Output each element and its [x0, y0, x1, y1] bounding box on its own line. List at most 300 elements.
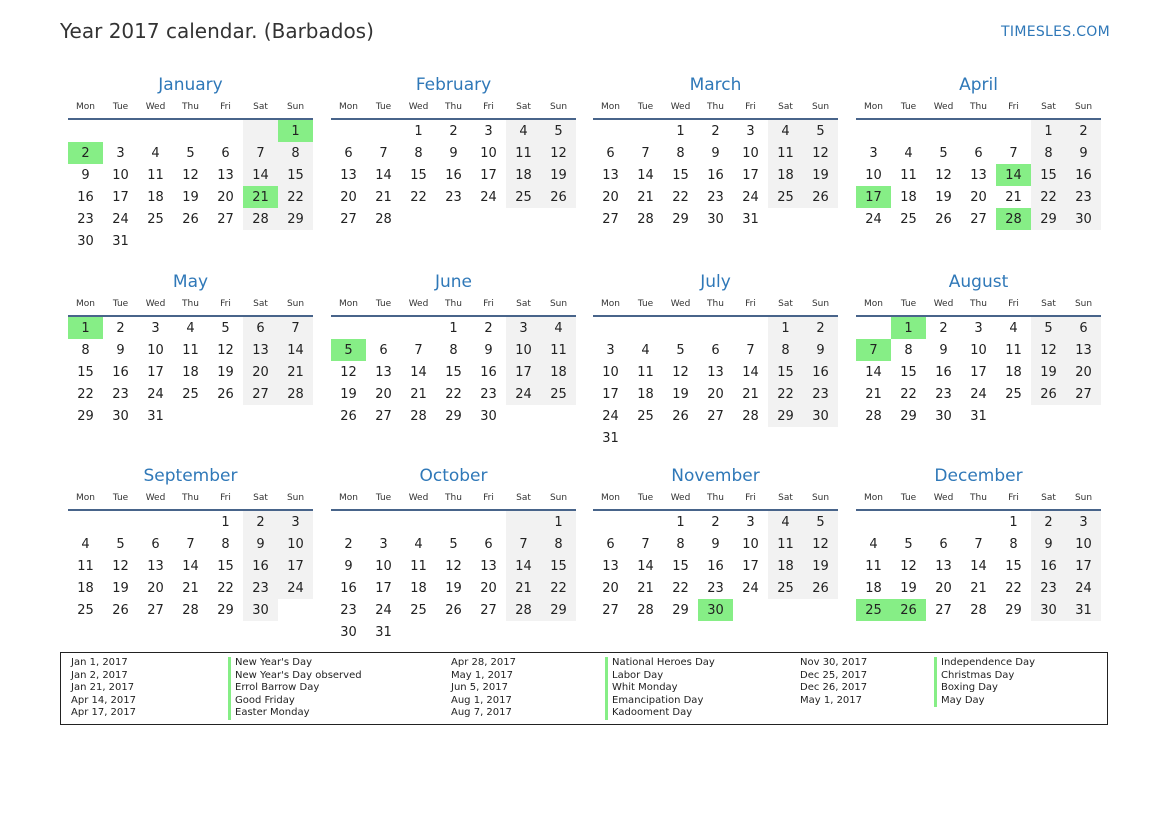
weekday-label: Fri — [1008, 493, 1019, 503]
day: 2 — [344, 536, 353, 552]
weekday-label: Mon — [76, 102, 95, 112]
day: 7 — [641, 145, 650, 161]
holiday-day: 17 — [856, 186, 891, 208]
day: 14 — [970, 558, 987, 574]
month-name: February — [415, 75, 492, 95]
day: 30 — [1031, 599, 1066, 621]
day: 22 — [445, 386, 462, 402]
day: 31 — [375, 624, 392, 640]
month-july — [593, 269, 838, 449]
day: 5 — [1031, 317, 1066, 339]
weekday-label: Wed — [408, 493, 429, 503]
day: 26 — [1031, 383, 1066, 405]
day: 20 — [602, 580, 619, 596]
empty-day — [698, 317, 733, 339]
weekday-label: Fri — [1008, 102, 1019, 112]
day: 19 — [112, 580, 129, 596]
day: 28 — [410, 408, 427, 424]
day: 4 — [768, 511, 803, 533]
day: 24 — [506, 383, 541, 405]
weekday-label: Fri — [483, 299, 494, 309]
legend-date: Dec 26, 2017 — [800, 682, 868, 694]
empty-day — [628, 511, 663, 533]
empty-day — [208, 405, 243, 427]
day: 13 — [935, 558, 952, 574]
weekday-label: Wed — [408, 299, 429, 309]
weekday-label: Sat — [778, 493, 793, 503]
day-grid — [331, 317, 576, 427]
day: 16 — [243, 555, 278, 577]
day: 11 — [410, 558, 427, 574]
day: 13 — [217, 167, 234, 183]
day: 12 — [803, 142, 838, 164]
weekday-label: Tue — [900, 493, 917, 503]
day: 29 — [672, 602, 689, 618]
empty-day — [278, 230, 313, 252]
day: 30 — [340, 624, 357, 640]
day: 24 — [375, 602, 392, 618]
day: 8 — [278, 142, 313, 164]
legend-holiday-name: Whit Monday — [612, 682, 678, 694]
day: 5 — [541, 120, 576, 142]
day: 10 — [742, 536, 759, 552]
weekday-label: Wed — [670, 493, 691, 503]
weekday-label: Tue — [375, 299, 392, 309]
day-grid — [68, 317, 313, 427]
day: 11 — [147, 167, 164, 183]
day: 16 — [803, 361, 838, 383]
month-name: November — [671, 466, 760, 486]
month-name: May — [172, 272, 209, 292]
month-name: June — [434, 272, 473, 292]
day: 10 — [506, 339, 541, 361]
legend-dates-column — [800, 657, 867, 707]
day: 21 — [278, 361, 313, 383]
weekday-label: Tue — [112, 299, 129, 309]
weekday-header — [593, 489, 838, 507]
empty-day — [628, 427, 663, 449]
day: 24 — [602, 408, 619, 424]
day: 23 — [112, 386, 129, 402]
day: 13 — [970, 167, 987, 183]
legend-date: Jan 21, 2017 — [71, 682, 135, 694]
empty-day — [173, 405, 208, 427]
day: 28 — [637, 602, 654, 618]
day: 27 — [147, 602, 164, 618]
empty-day — [208, 120, 243, 142]
weekday-label: Wed — [145, 493, 166, 503]
legend-date: Dec 25, 2017 — [800, 669, 868, 681]
weekday-label: Tue — [900, 299, 917, 309]
weekday-label: Fri — [220, 102, 231, 112]
day: 1 — [768, 317, 803, 339]
weekday-label: Fri — [220, 493, 231, 503]
day: 1 — [1031, 120, 1066, 142]
empty-day — [768, 427, 803, 449]
empty-day — [926, 120, 961, 142]
day: 17 — [375, 580, 392, 596]
day: 4 — [151, 145, 160, 161]
day: 31 — [1066, 599, 1101, 621]
empty-day — [401, 621, 436, 643]
day: 9 — [449, 145, 458, 161]
legend-dates-column — [71, 657, 136, 720]
empty-day — [103, 511, 138, 533]
weekday-label: Sun — [1074, 299, 1093, 309]
day: 17 — [278, 555, 313, 577]
day: 21 — [410, 386, 427, 402]
day: 5 — [116, 536, 125, 552]
empty-day — [138, 120, 173, 142]
day: 29 — [77, 408, 94, 424]
day: 28 — [637, 211, 654, 227]
day: 6 — [1066, 317, 1101, 339]
empty-day — [103, 120, 138, 142]
weekday-label: Thu — [970, 493, 987, 503]
day: 31 — [112, 233, 129, 249]
day: 18 — [768, 164, 803, 186]
day: 10 — [602, 364, 619, 380]
day: 26 — [672, 408, 689, 424]
weekday-label: Sun — [1074, 493, 1093, 503]
day: 20 — [935, 580, 952, 596]
day: 8 — [768, 339, 803, 361]
weekday-label: Sun — [1074, 102, 1093, 112]
day: 21 — [865, 386, 882, 402]
holiday-day: 2 — [68, 142, 103, 164]
day: 10 — [742, 145, 759, 161]
day-grid — [331, 511, 576, 643]
weekday-label: Fri — [483, 493, 494, 503]
empty-day — [68, 120, 103, 142]
page-title: Year 2017 calendar. (Barbados) — [60, 19, 374, 43]
empty-day — [856, 317, 891, 339]
empty-day — [506, 208, 541, 230]
day: 26 — [803, 186, 838, 208]
month-name: December — [934, 466, 1023, 486]
weekday-label: Sat — [253, 493, 268, 503]
empty-day — [541, 621, 576, 643]
day: 13 — [147, 558, 164, 574]
legend-holiday-name: New Year's Day observed — [235, 669, 362, 681]
day: 4 — [869, 536, 878, 552]
day: 28 — [865, 408, 882, 424]
day: 15 — [217, 558, 234, 574]
day: 25 — [768, 186, 803, 208]
day: 16 — [1031, 555, 1066, 577]
holiday-day: 1 — [891, 317, 926, 339]
day: 2 — [803, 317, 838, 339]
weekday-label: Sun — [811, 493, 830, 503]
empty-day — [471, 208, 506, 230]
day: 12 — [182, 167, 199, 183]
day: 6 — [243, 317, 278, 339]
empty-day — [856, 511, 891, 533]
day: 31 — [602, 430, 619, 446]
month-name: April — [959, 75, 998, 95]
weekday-label: Mon — [339, 102, 358, 112]
day: 4 — [541, 317, 576, 339]
day: 25 — [541, 383, 576, 405]
day: 12 — [900, 558, 917, 574]
weekday-label: Fri — [745, 493, 756, 503]
day: 3 — [484, 123, 493, 139]
empty-day — [401, 208, 436, 230]
day: 18 — [900, 189, 917, 205]
day: 2 — [243, 511, 278, 533]
day: 3 — [746, 123, 755, 139]
weekday-label: Thu — [182, 299, 199, 309]
empty-day — [506, 405, 541, 427]
holiday-legend — [60, 652, 1108, 725]
day: 30 — [480, 408, 497, 424]
day: 3 — [379, 536, 388, 552]
weekday-label: Sun — [286, 299, 305, 309]
day: 12 — [340, 364, 357, 380]
day: 9 — [803, 339, 838, 361]
holiday-day: 7 — [856, 339, 891, 361]
day: 29 — [1005, 602, 1022, 618]
empty-day — [331, 120, 366, 142]
day: 16 — [445, 167, 462, 183]
day: 21 — [637, 189, 654, 205]
empty-day — [698, 427, 733, 449]
weekday-header — [856, 98, 1101, 116]
day: 6 — [606, 536, 615, 552]
day: 8 — [1031, 142, 1066, 164]
weekday-header — [68, 489, 313, 507]
day: 17 — [742, 558, 759, 574]
day: 1 — [221, 514, 230, 530]
weekday-label: Wed — [145, 299, 166, 309]
legend-names-column — [605, 657, 715, 720]
empty-day — [243, 120, 278, 142]
day: 16 — [340, 580, 357, 596]
day: 16 — [1066, 164, 1101, 186]
day: 15 — [768, 361, 803, 383]
empty-day — [891, 120, 926, 142]
weekday-label: Mon — [76, 493, 95, 503]
day: 17 — [480, 167, 497, 183]
weekday-label: Thu — [182, 102, 199, 112]
day: 26 — [112, 602, 129, 618]
day: 30 — [1066, 208, 1101, 230]
day: 20 — [375, 386, 392, 402]
legend-holiday-name: National Heroes Day — [612, 657, 715, 668]
day: 22 — [1005, 580, 1022, 596]
day: 30 — [77, 233, 94, 249]
day: 7 — [243, 142, 278, 164]
day: 20 — [217, 189, 234, 205]
empty-day — [733, 599, 768, 621]
day: 5 — [186, 145, 195, 161]
empty-day — [803, 427, 838, 449]
holiday-day: 26 — [891, 599, 926, 621]
day: 19 — [672, 386, 689, 402]
day: 18 — [541, 361, 576, 383]
month-name: October — [419, 466, 488, 486]
day: 9 — [81, 167, 90, 183]
empty-day — [1031, 405, 1066, 427]
empty-day — [436, 621, 471, 643]
day: 29 — [1031, 208, 1066, 230]
weekday-label: Fri — [745, 102, 756, 112]
weekday-header — [593, 295, 838, 313]
empty-day — [926, 511, 961, 533]
holiday-day: 28 — [996, 208, 1031, 230]
day: 15 — [77, 364, 94, 380]
weekday-label: Thu — [970, 102, 987, 112]
month-february — [331, 72, 576, 230]
empty-day — [278, 599, 313, 621]
legend-date: Jun 5, 2017 — [451, 682, 508, 694]
day: 13 — [480, 558, 497, 574]
day: 7 — [414, 342, 423, 358]
day: 23 — [935, 386, 952, 402]
empty-day — [593, 317, 628, 339]
month-name: March — [689, 75, 742, 95]
day: 30 — [112, 408, 129, 424]
day: 2 — [711, 514, 720, 530]
day: 9 — [939, 342, 948, 358]
day: 12 — [112, 558, 129, 574]
day: 26 — [935, 211, 952, 227]
month-december — [856, 463, 1101, 621]
legend-holiday-name: Labor Day — [612, 669, 664, 681]
day: 17 — [1066, 555, 1101, 577]
weekday-label: Mon — [601, 299, 620, 309]
day: 14 — [243, 164, 278, 186]
legend-holiday-name: New Year's Day — [235, 657, 313, 668]
day: 9 — [1066, 142, 1101, 164]
legend-holiday-name: May Day — [941, 694, 985, 706]
weekday-label: Thu — [445, 299, 462, 309]
day: 20 — [602, 189, 619, 205]
day: 4 — [768, 120, 803, 142]
empty-day — [628, 120, 663, 142]
day: 11 — [900, 167, 917, 183]
empty-day — [138, 511, 173, 533]
day: 4 — [506, 120, 541, 142]
day: 11 — [77, 558, 94, 574]
empty-day — [68, 511, 103, 533]
weekday-header — [68, 295, 313, 313]
legend-holiday-name: Boxing Day — [941, 682, 998, 694]
weekday-label: Sun — [549, 493, 568, 503]
day: 13 — [1066, 339, 1101, 361]
day: 28 — [375, 211, 392, 227]
day: 19 — [182, 189, 199, 205]
day: 15 — [410, 167, 427, 183]
day: 19 — [445, 580, 462, 596]
holiday-day: 25 — [856, 599, 891, 621]
day: 11 — [768, 142, 803, 164]
weekday-label: Tue — [637, 493, 654, 503]
day-grid — [68, 120, 313, 252]
day: 7 — [379, 145, 388, 161]
day: 26 — [340, 408, 357, 424]
day: 29 — [900, 408, 917, 424]
legend-holiday-name: Good Friday — [235, 694, 295, 706]
weekday-header — [331, 295, 576, 313]
legend-holiday-name: Kadooment Day — [612, 707, 693, 719]
day: 8 — [676, 536, 685, 552]
day: 18 — [147, 189, 164, 205]
weekday-header — [68, 98, 313, 116]
day: 25 — [1005, 386, 1022, 402]
day: 5 — [221, 320, 230, 336]
day: 19 — [217, 364, 234, 380]
day: 13 — [243, 339, 278, 361]
month-name: January — [158, 75, 223, 95]
empty-day — [331, 511, 366, 533]
day: 19 — [541, 164, 576, 186]
empty-day — [541, 208, 576, 230]
legend-date: Jan 2, 2017 — [71, 669, 128, 681]
day: 16 — [707, 167, 724, 183]
holiday-day: 21 — [243, 186, 278, 208]
day: 4 — [81, 536, 90, 552]
day: 22 — [768, 383, 803, 405]
day: 20 — [147, 580, 164, 596]
empty-day — [541, 405, 576, 427]
weekday-label: Sun — [286, 493, 305, 503]
weekday-label: Thu — [707, 493, 724, 503]
day: 12 — [445, 558, 462, 574]
day: 12 — [803, 533, 838, 555]
day: 27 — [1066, 383, 1101, 405]
day: 11 — [865, 558, 882, 574]
empty-day — [663, 427, 698, 449]
site-link[interactable]: TIMESLES.COM — [1001, 24, 1110, 40]
day: 28 — [278, 383, 313, 405]
day: 23 — [480, 386, 497, 402]
weekday-label: Sat — [778, 102, 793, 112]
day: 28 — [243, 208, 278, 230]
day: 4 — [904, 145, 913, 161]
weekday-label: Sat — [1041, 493, 1056, 503]
month-march — [593, 72, 838, 230]
empty-day — [628, 317, 663, 339]
day: 19 — [803, 164, 838, 186]
day: 8 — [676, 145, 685, 161]
month-january — [68, 72, 313, 252]
day: 30 — [243, 599, 278, 621]
empty-day — [366, 120, 401, 142]
day: 22 — [278, 186, 313, 208]
day: 3 — [869, 145, 878, 161]
empty-day — [768, 599, 803, 621]
day: 17 — [602, 386, 619, 402]
day: 10 — [112, 167, 129, 183]
day: 4 — [186, 320, 195, 336]
day: 13 — [602, 558, 619, 574]
day: 24 — [147, 386, 164, 402]
day: 29 — [541, 599, 576, 621]
day: 28 — [506, 599, 541, 621]
day: 15 — [900, 364, 917, 380]
day: 2 — [1066, 120, 1101, 142]
day: 15 — [541, 555, 576, 577]
legend-date: Aug 1, 2017 — [451, 694, 512, 706]
weekday-label: Wed — [408, 102, 429, 112]
day: 25 — [768, 577, 803, 599]
day: 14 — [182, 558, 199, 574]
empty-day — [856, 120, 891, 142]
day: 21 — [506, 577, 541, 599]
empty-day — [208, 230, 243, 252]
day: 26 — [182, 211, 199, 227]
